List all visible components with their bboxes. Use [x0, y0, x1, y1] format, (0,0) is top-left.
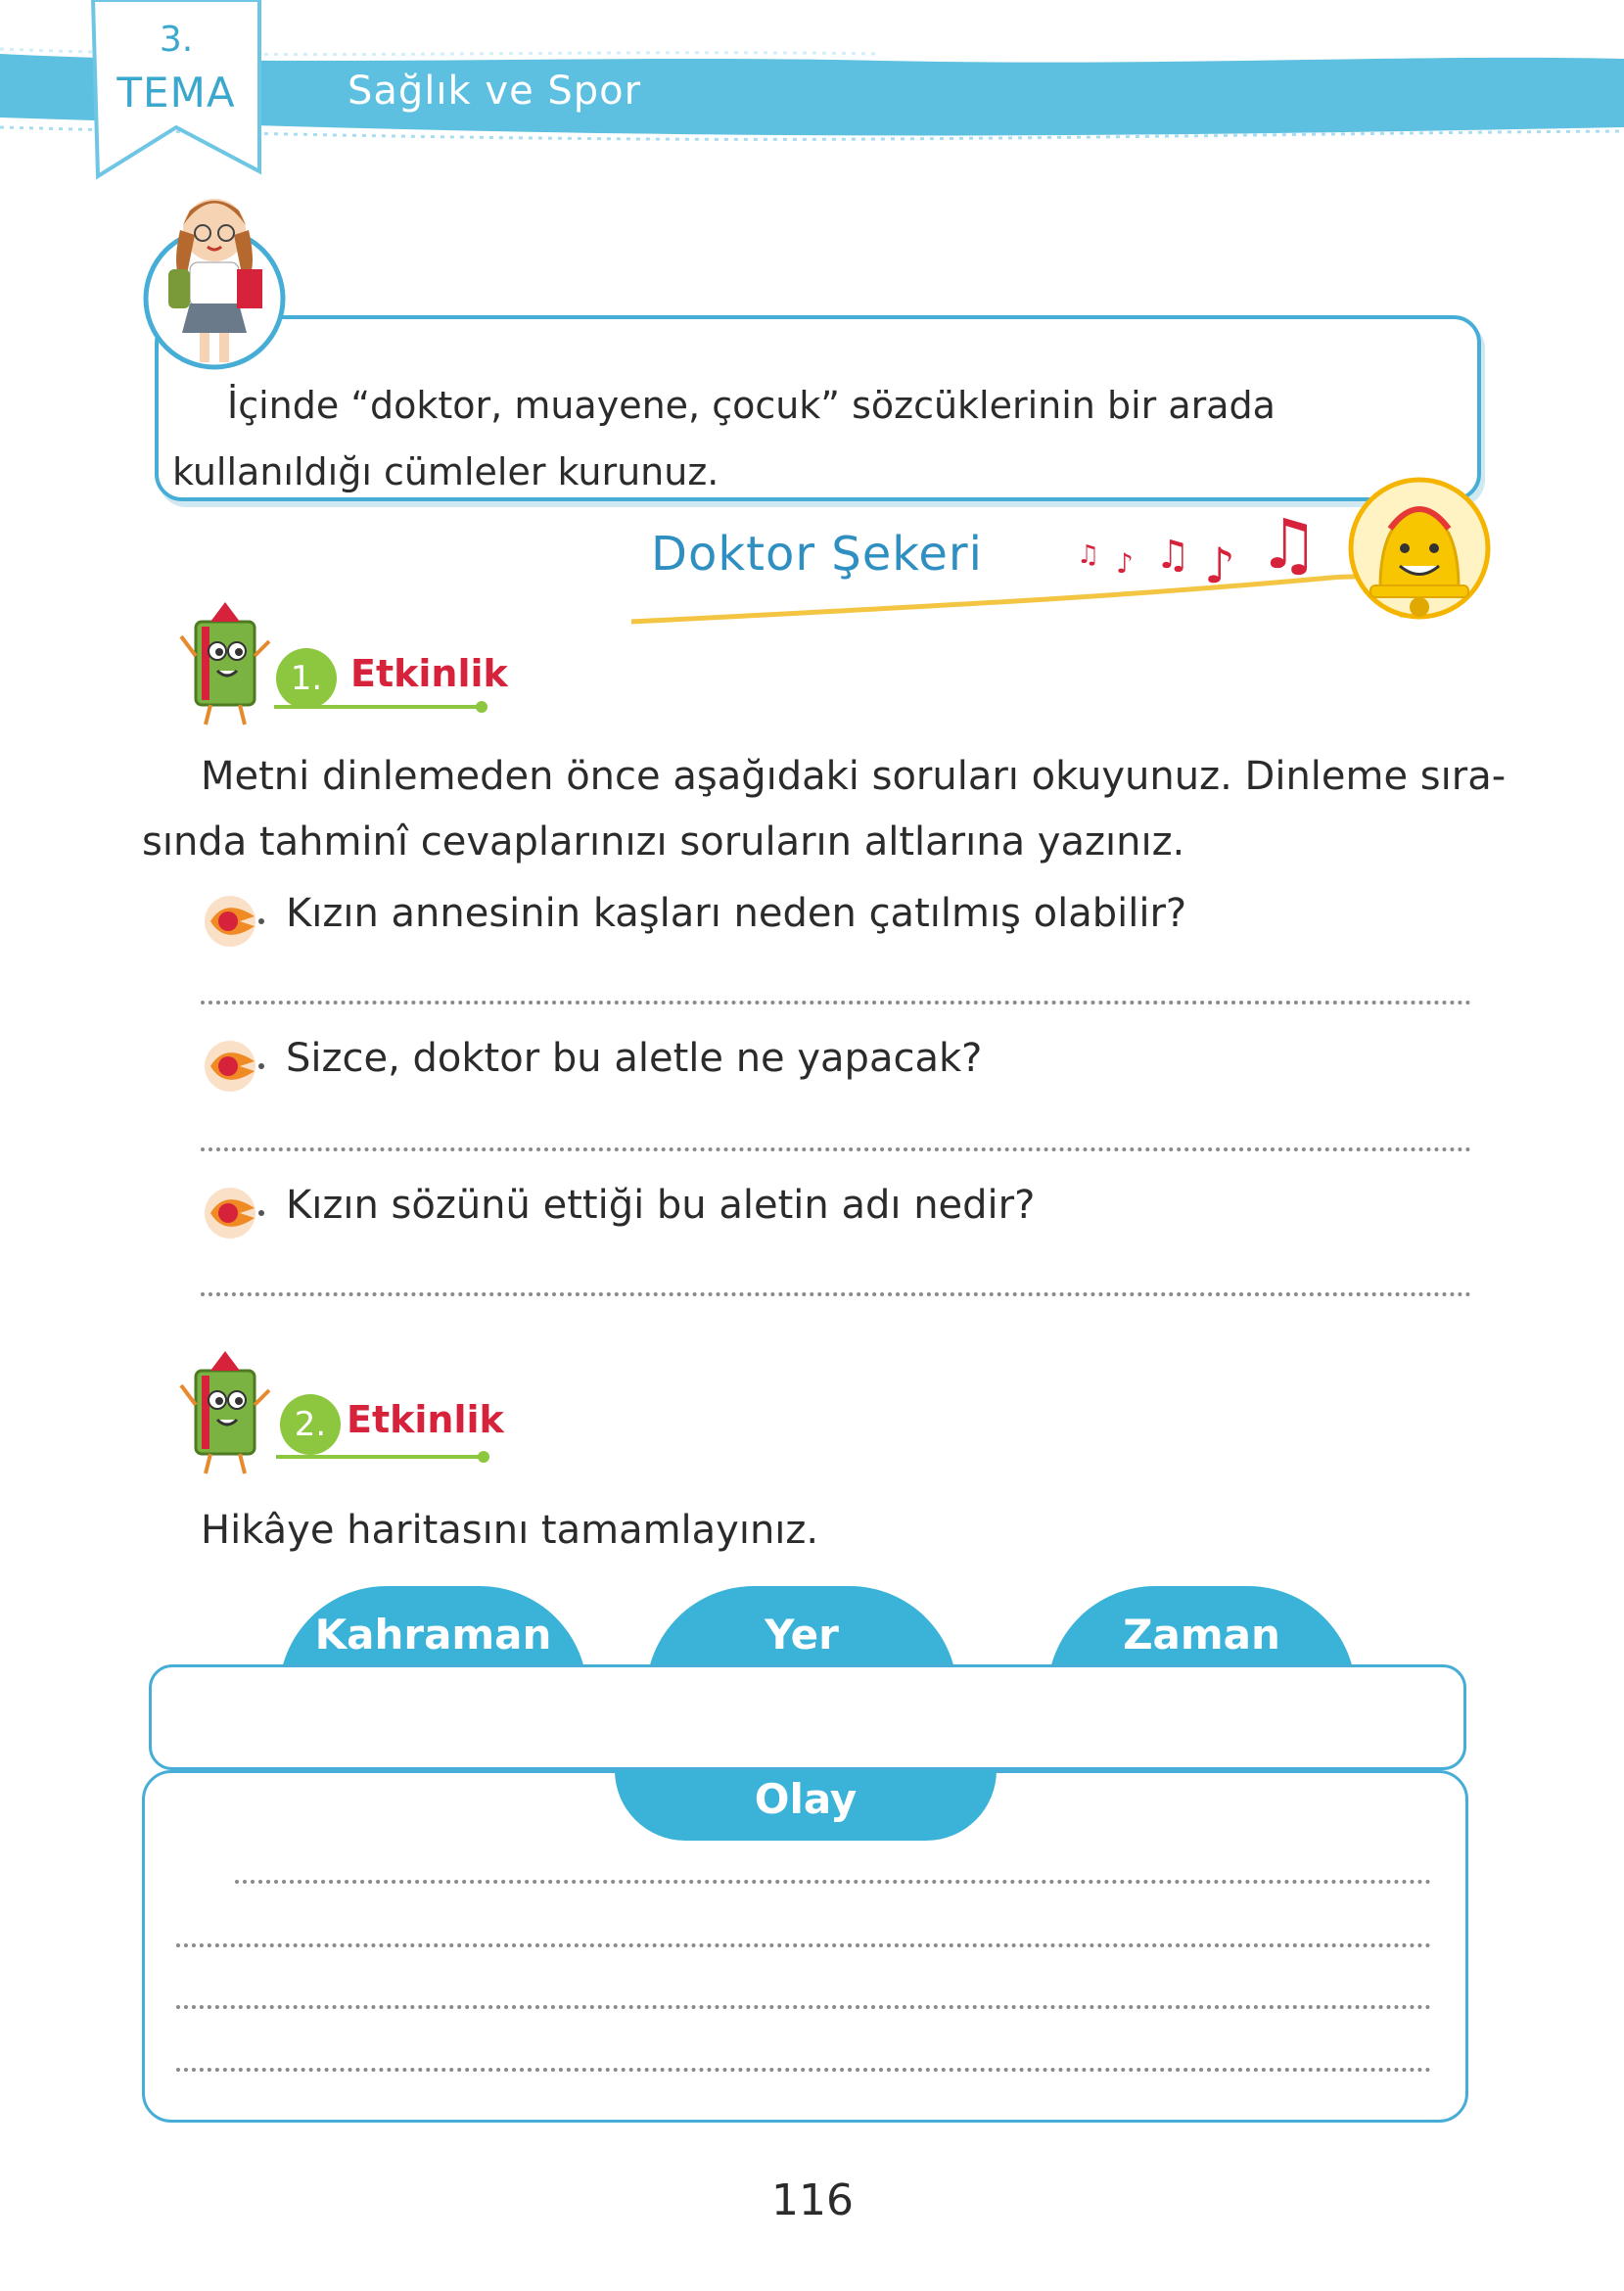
event-line-3[interactable]: [176, 2005, 1431, 2009]
question-2: Sizce, doktor bu aletle ne yapacak?: [286, 1036, 983, 1081]
activity-1-number: 1.: [276, 648, 337, 709]
tema-label: TEMA: [116, 69, 236, 117]
story-map-input-row[interactable]: [149, 1664, 1466, 1770]
comet-bullet-icon: [201, 1032, 269, 1100]
svg-text:♫: ♫: [1077, 540, 1100, 570]
activity-2-label: Etkinlik: [347, 1398, 504, 1441]
girl-character-icon: [141, 176, 288, 372]
svg-text:♪: ♪: [1116, 547, 1134, 580]
tab-zaman: Zaman: [1047, 1586, 1356, 1694]
activity-1-label: Etkinlik: [350, 652, 508, 695]
event-line-1[interactable]: [235, 1880, 1431, 1884]
comet-bullet-icon: [201, 1179, 269, 1247]
instruction-text: İçinde “doktor, muayene, çocuk” sözcüklerinin bir arada kullanıldığı cümleler kurunuz.: [172, 384, 1276, 493]
answer-line-1[interactable]: [201, 1001, 1471, 1005]
tab-kahraman: Kahraman: [279, 1586, 587, 1694]
tab-olay: Olay: [615, 1770, 997, 1841]
song-title: Doktor Şekeri: [651, 527, 983, 582]
tab-yer: Yer: [646, 1586, 957, 1694]
activity-2-number: 2.: [280, 1394, 341, 1455]
event-line-4[interactable]: [176, 2068, 1431, 2072]
comet-bullet-icon: [201, 887, 269, 956]
page-number: 116: [771, 2175, 854, 2225]
activity-1-intro-line-2: sında tahminî cevaplarınızı soruların altlarına yazınız.: [142, 819, 1185, 865]
theme-title: Sağlık ve Spor: [348, 69, 642, 114]
question-1: Kızın annesinin kaşları neden çatılmış olabilir?: [286, 891, 1187, 936]
event-line-2[interactable]: [176, 1943, 1431, 1947]
svg-text:♫: ♫: [1155, 533, 1190, 578]
answer-line-3[interactable]: [201, 1292, 1471, 1296]
question-3: Kızın sözünü ettiği bu aletin adı nedir?: [286, 1183, 1036, 1228]
activity-1-intro-line-1: Metni dinlemeden önce aşağıdaki soruları okuyunuz. Dinleme sıra-: [201, 754, 1507, 799]
answer-line-2[interactable]: [201, 1147, 1471, 1151]
svg-text:♫: ♫: [1258, 504, 1320, 584]
svg-text:♪: ♪: [1204, 538, 1235, 594]
tema-number: 3.: [159, 20, 194, 60]
activity-2-intro: Hikâye haritasını tamamlayınız.: [201, 1508, 819, 1553]
